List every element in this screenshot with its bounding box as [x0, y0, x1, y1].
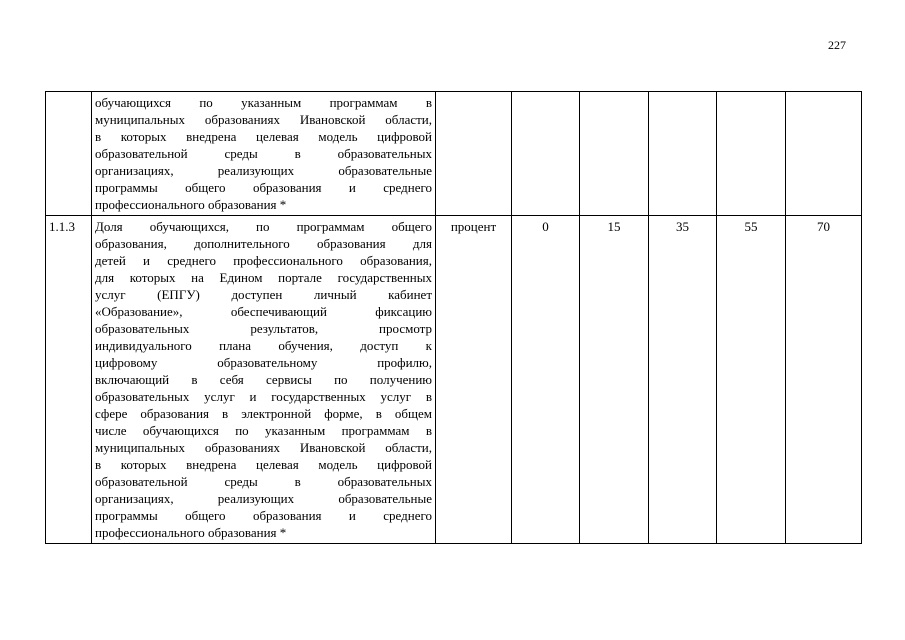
description-line: организациях, реализующих образовательные: [95, 491, 432, 506]
description-line: организациях, реализующих образовательные: [95, 163, 432, 178]
description-line: для которых на Едином портале государственных: [95, 270, 432, 285]
description-line: Доля обучающихся, по программам общего: [95, 219, 432, 234]
description-line: муниципальных образованиях Ивановской области,: [95, 440, 432, 455]
value-cell: [786, 92, 862, 216]
page-number: 227: [828, 38, 846, 52]
description-line: образовательных результатов, просмотр: [95, 321, 432, 336]
indicators-table: [45, 91, 862, 544]
value-cell: [512, 92, 580, 216]
description-line: программы общего образования и среднего: [95, 508, 432, 523]
description-line: образовательной среды в образовательных: [95, 474, 432, 489]
description-line: индивидуального плана обучения, доступ к: [95, 338, 432, 353]
value-cell: [649, 92, 717, 216]
description-line: образования, дополнительного образования для: [95, 236, 432, 251]
value-cell: [717, 92, 786, 216]
value-cell: 55: [717, 216, 786, 544]
description-line: образовательной среды в образовательных: [95, 146, 432, 161]
indicator-number-cell: [46, 92, 92, 216]
description-line: услуг (ЕПГУ) доступен личный кабинет: [95, 287, 432, 302]
unit-cell: [436, 92, 512, 216]
value-cell: [580, 92, 649, 216]
description-line: детей и среднего профессионального образования,: [95, 253, 432, 268]
indicator-description-cell: [92, 92, 436, 216]
description-line: образовательных услуг и государственных услуг в: [95, 389, 432, 404]
value-cell: 0: [512, 216, 580, 544]
value-cell: 15: [580, 216, 649, 544]
description-line: обучающихся по указанным программам в: [95, 95, 432, 110]
description-line: сфере образования в электронной форме, в общем: [95, 406, 432, 421]
description-line: в которых внедрена целевая модель цифровой: [95, 457, 432, 472]
table-row: [46, 216, 862, 544]
description-last-line: профессионального образования *: [95, 197, 287, 212]
description-last-line: профессионального образования *: [95, 525, 287, 540]
description-line: программы общего образования и среднего: [95, 180, 432, 195]
indicator-number-cell: 1.1.3: [46, 216, 92, 544]
description-line: включающий в себя сервисы по получению: [95, 372, 432, 387]
value-cell: 70: [786, 216, 862, 544]
description-line: муниципальных образованиях Ивановской области,: [95, 112, 432, 127]
unit-cell: процент: [436, 216, 512, 544]
description-line: числе обучающихся по указанным программам в: [95, 423, 432, 438]
description-line: цифровому образовательному профилю,: [95, 355, 432, 370]
indicator-description-cell: [92, 216, 436, 544]
table-row: [46, 92, 862, 216]
description-line: «Образование», обеспечивающий фиксацию: [95, 304, 432, 319]
value-cell: 35: [649, 216, 717, 544]
description-line: в которых внедрена целевая модель цифровой: [95, 129, 432, 144]
